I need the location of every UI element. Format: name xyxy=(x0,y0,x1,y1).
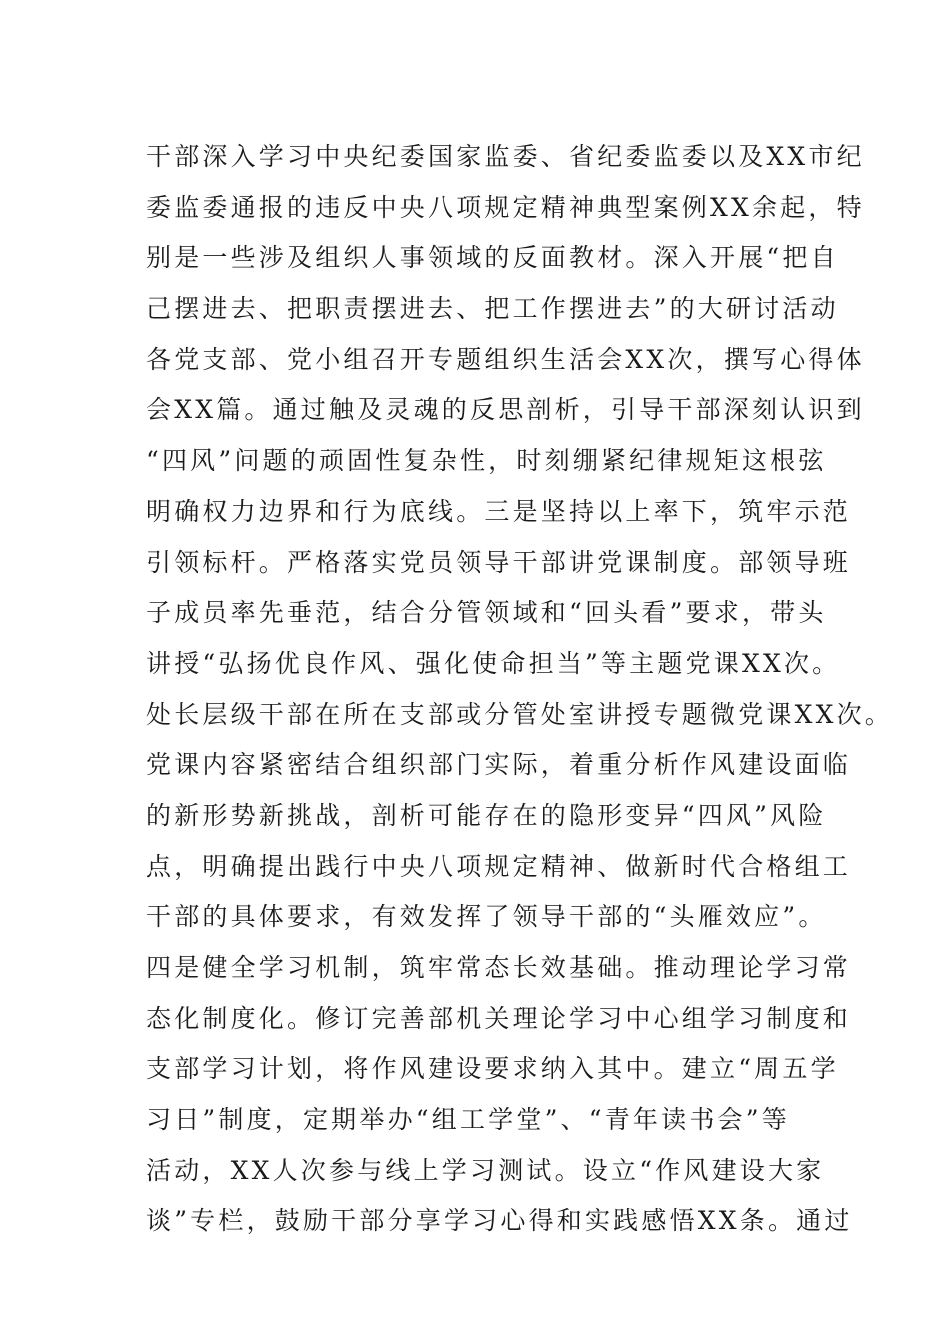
text-line: 委监委通报的违反中央八项规定精神典型案例XX余起，特 xyxy=(146,192,865,222)
text-line: 习日”制度，定期举办“组工学堂”、“青年读书会”等 xyxy=(146,1105,790,1135)
text-line: 四是健全学习机制，筑牢常态长效基础。推动理论学习常 xyxy=(146,953,852,982)
text-line: 子成员率先垂范，结合分管领域和“回头看”要求，带头 xyxy=(146,598,827,628)
text-line: 态化制度化。修订完善部机关理论学习中心组学习制度和 xyxy=(146,1003,852,1033)
text-line: 别是一些涉及组织人事领域的反面教材。深入开展“把自 xyxy=(146,243,839,273)
text-line: 处长层级干部在所在支部或分管处室讲授专题微党课XX次。 xyxy=(146,699,893,729)
body-text xyxy=(146,132,893,1247)
text-line: 谈”专栏，鼓励干部分享学习心得和实践感悟XX条。通过 xyxy=(146,1206,853,1236)
text-line: 干部的具体要求，有效发挥了领导干部的“头雁效应”。 xyxy=(146,902,827,932)
text-line: 点，明确提出践行中央八项规定精神、做新时代合格组工 xyxy=(146,851,852,881)
text-line: 会XX篇。通过触及灵魂的反思剖析，引导干部深刻认识到 xyxy=(146,395,865,425)
text-line: 党课内容紧密结合组织部门实际，着重分析作风建设面临 xyxy=(146,750,852,780)
text-line: 活动，XX人次参与线上学习测试。设立“作风建设大家 xyxy=(146,1155,825,1185)
text-line: “四风”问题的顽固性复杂性，时刻绷紧纪律规矩这根弦 xyxy=(146,446,827,476)
text-line: 各党支部、党小组召开专题组织生活会XX次，撰写心得体 xyxy=(146,344,865,374)
text-line: 己摆进去、把职责摆进去、把工作摆进去”的大研讨活动 xyxy=(146,294,839,324)
text-line: 引领标杆。严格落实党员领导干部讲党课制度。部领导班 xyxy=(146,547,852,577)
text-line: 明确权力边界和行为底线。三是坚持以上率下，筑牢示范 xyxy=(146,496,852,526)
text-line: 干部深入学习中央纪委国家监委、省纪委监委以及XX市纪 xyxy=(146,142,865,171)
text-line: 讲授“弘扬优良作风、强化使命担当”等主题党课XX次。 xyxy=(146,648,841,678)
text-line: 支部学习计划，将作风建设要求纳入其中。建立“周五学 xyxy=(146,1054,839,1084)
text-line: 的新形势新挑战，剖析可能存在的隐形变异“四风”风险 xyxy=(146,800,827,830)
